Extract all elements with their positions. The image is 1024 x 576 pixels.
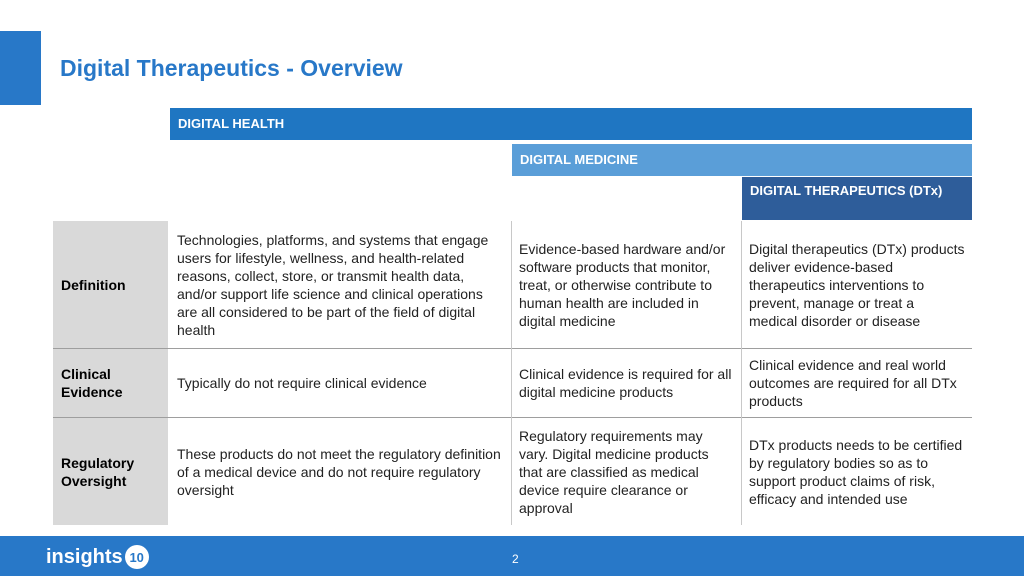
cell-definition-dtx: Digital therapeutics (DTx) products deliver evidence-based therapeutics interventions to prevent, manage or treat a medical disorder or disease [749,240,965,329]
column-divider [741,221,742,525]
page-title: Digital Therapeutics - Overview [60,55,403,81]
row-label-definition: Definition [53,221,168,348]
header-digital-therapeutics: DIGITAL THERAPEUTICS (DTx) [742,177,972,220]
cell-regulatory-medicine: Regulatory requirements may vary. Digital medicine products that are classified as medical device require clearance or approval [519,427,709,516]
page-number: 2 [512,552,519,566]
logo-badge: 10 [125,545,149,569]
row-label-regulatory-oversight: Regulatory Oversight [53,418,168,525]
header-digital-medicine: DIGITAL MEDICINE [512,144,972,176]
cell-regulatory-health: These products do not meet the regulatory definition of a medical device and do not require regulatory oversight [177,445,501,498]
row-label-clinical-evidence: Clinical Evidence [53,349,168,417]
header-digital-health: DIGITAL HEALTH [170,108,972,140]
cell-clinical-medicine: Clinical evidence is required for all digital medicine products [519,366,732,400]
cell-clinical-health: Typically do not require clinical evidence [177,375,427,391]
cell-definition-medicine: Evidence-based hardware and/or software products that monitor, treat, or otherwise contribute to human health are included in digital medicine [519,240,726,329]
logo-text: insights [46,545,123,568]
cell-regulatory-dtx: DTx products needs to be certified by regulatory bodies so as to support product claims of risk, efficacy and intended use [749,436,963,507]
insights10-logo [46,545,149,569]
cell-clinical-dtx: Clinical evidence and real world outcomes are required for all DTx products [749,357,957,409]
column-divider [511,221,512,525]
cell-definition-health: Technologies, platforms, and systems that engage users for lifestyle, wellness, and health-related reasons, collect, store, or transmit health data, and/or support life science and clinical operations are all considered to be part of the field of digital health [177,231,489,338]
title-accent-bar [0,31,41,105]
